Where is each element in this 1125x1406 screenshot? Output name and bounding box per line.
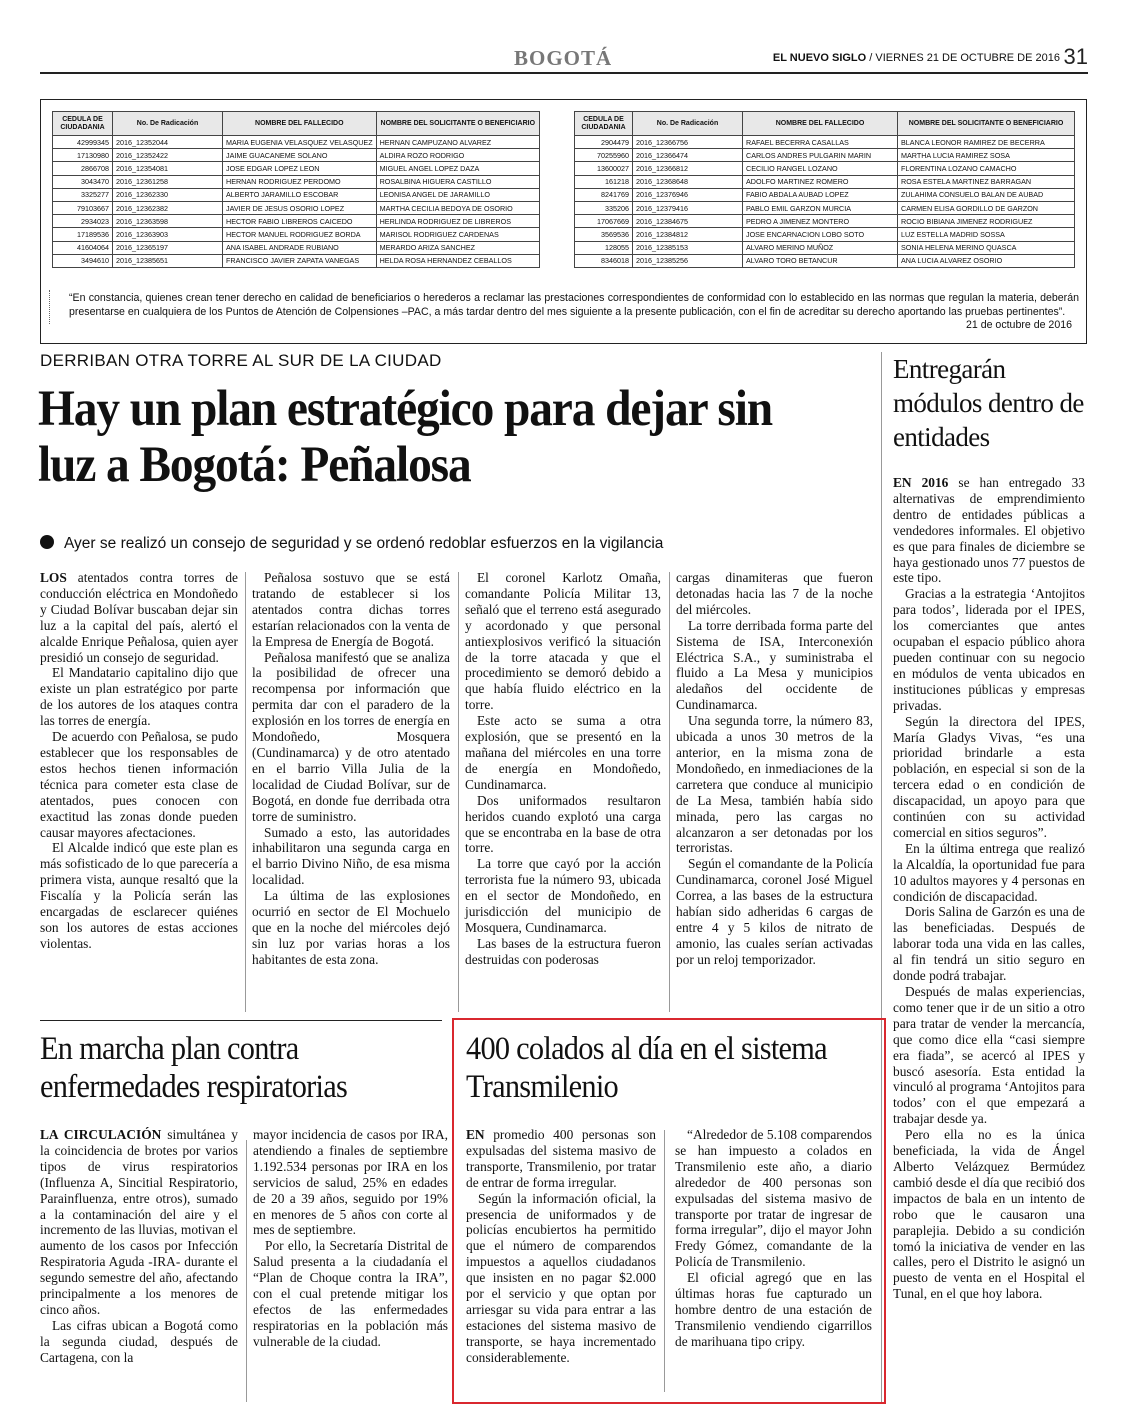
notice-side-mark [49,290,52,324]
column-divider [669,572,670,1012]
paragraph: Las bases de la estructura fueron destruidas con poderosas [465,935,661,967]
bullet-icon [40,535,54,549]
respiratory-column-1 [40,1127,238,1366]
respiratory-headline: En marcha plan contra enfermedades respiratorias [40,1031,348,1105]
cell-radicacion: 2016_12362382 [113,201,223,214]
paragraph: La última de las explosiones ocurrió en sector de El Mochuelo que en la noche del miércoles dejó sin luz por varias horas a los habitantes de esta zona. [252,888,450,967]
paragraph: El Alcalde indicó que este plan es más sofisticado de lo que parecería a primera vista, aunque resaltó que la Fiscalía y la Policía serán las encargadas de esclarecer quiénes son los autores de estas acciones violentas. [40,840,238,951]
col-header-cedula: CEDULA DE CIUDADANIA [53,112,113,136]
col-header-fallecido: NOMBRE DEL FALLECIDO [743,112,898,136]
table-row [53,149,540,162]
cell-fallecido: ALBERTO JARAMILLO ESCOBAR [223,188,377,201]
cell-solicitante: MERARDO ARIZA SANCHEZ [376,241,539,254]
lead-word: EN [466,1127,485,1142]
col-header-fallecido: NOMBRE DEL FALLECIDO [223,112,377,136]
cell-cedula: 17130980 [53,149,113,162]
cell-radicacion: 2016_12363598 [113,215,223,228]
cell-solicitante: CARMEN ELISA GORDILLO DE GARZON [898,201,1075,214]
cell-radicacion: 2016_12354081 [113,162,223,175]
cell-fallecido: CECILIO RANGEL LOZANO [743,162,898,175]
column-divider [246,1140,247,1402]
publication-name: EL NUEVO SIGLO [772,52,867,64]
subhead-text: Ayer se realizó un consejo de seguridad y se ordenó redoblar esfuerzos en la vigilancia [64,535,664,552]
column-divider [458,572,459,1012]
paragraph: “Alrededor de 5.108 comparendos se han impuesto a colados en Transmilenio este año, a diario alrededor de 400 personas son expulsadas del sistema masivo de transporte por tratar de ingresar de forma irregular”, dijo el mayor John Fredy Gómez, comandante de la Policía de Transmilenio. [675,1127,872,1270]
table-row [53,228,540,241]
cell-radicacion: 2016_12385256 [633,254,743,267]
table-row [53,188,540,201]
paragraph: Una segunda torre, la número 83, ubicada a unos 30 metros de la anterior, en la misma zona de Mondoñedo, en inmediaciones de la carretera que conduce al municipio de La Mesa, también había sido minada, pero las cargas no alcanzaron a ser detonadas por los terroristas. [676,713,873,856]
table-row [575,175,1075,188]
side-headline: Entregarán módulos dentro de entidades [893,354,1084,452]
paragraph: EN 2016 se han entregado 33 alternativas de emprendimiento dentro de entidades públicas a vendedores informales. El objetivo es que para finales de diciembre se haya gestionado unos 77 puestos de este tipo. [893,475,1085,586]
cell-cedula: 2934023 [53,215,113,228]
cell-fallecido: ADOLFO MARTINEZ ROMERO [743,175,898,188]
publication-date: / VIERNES 21 DE OCTUBRE DE 2016 [866,52,1060,64]
cell-radicacion: 2016_12352422 [113,149,223,162]
paragraph: Dos uniformados resultaron heridos cuando explotó una carga que se encontraba en la base de otra torre. [465,792,661,856]
cell-solicitante: MARTHA CECILIA BEDOYA DE OSORIO [376,201,539,214]
table-row [575,162,1075,175]
cell-fallecido: HERNAN RODRIGUEZ PERDOMO [223,175,377,188]
cell-fallecido: RAFAEL BECERRA CASALLAS [743,136,898,149]
cell-solicitante: SONIA HELENA MERINO QUASCA [898,241,1075,254]
cell-cedula: 2866708 [53,162,113,175]
paragraph: El coronel Karlotz Omaña, comandante Policía Militar 13, señaló que el terreno está asegurado y acordonado y que personal antiexplosivos verificó la situación de la torre atacada y que el procedimiento se demoró debido a que había fluido eléctrico en la torre. [465,570,661,713]
cell-cedula: 3043470 [53,175,113,188]
main-column-3 [465,570,661,968]
cell-fallecido: HECTOR FABIO LIBREROS CAICEDO [223,215,377,228]
paragraph: Según la información oficial, la presencia de uniformados y de policías encubiertos ha permitido que el número de comparendos impuestos a aquellos ciudadanos que insisten en no pagar $2.000 por el servicio y que optan por arriesgar su vida para entrar a las estaciones del sistema masivo de transporte, se haya incrementado considerablemente. [466,1190,656,1365]
cell-cedula: 79103667 [53,201,113,214]
side-column [893,475,1085,1302]
notice-table-right [574,111,1075,268]
section-name: BOGOTÁ [514,46,613,70]
table-row [575,149,1075,162]
article-headline: Hay un plan estratégico para dejar sin luz a Bogotá: Peñalosa [38,381,773,493]
cell-solicitante: BLANCA LEONOR RAMIREZ DE BECERRA [898,136,1075,149]
cell-cedula: 128055 [575,241,633,254]
cell-solicitante: ZULAHIMA CONSUELO BALAN DE AUBAD [898,188,1075,201]
cell-fallecido: PABLO EMIL GARZON MURCIA [743,201,898,214]
cell-solicitante: LUZ ESTELLA MADRID SOSSA [898,228,1075,241]
cell-radicacion: 2016_12379416 [633,201,743,214]
cell-radicacion: 2016_12366474 [633,149,743,162]
main-column-2 [252,570,450,968]
table-row [575,254,1075,267]
notice-table-header [575,112,1075,136]
cell-fallecido: JAIME GUACANEME SOLANO [223,149,377,162]
paragraph: Las cifras ubican a Bogotá como la segunda ciudad, después de Cartagena, con la [40,1317,238,1365]
cell-solicitante: ALDIRA ROZO RODRIGO [376,149,539,162]
cell-cedula: 70255960 [575,149,633,162]
cell-solicitante: HELDA ROSA HERNANDEZ CEBALLOS [376,254,539,267]
cell-solicitante: ANA LUCIA ALVAREZ OSORIO [898,254,1075,267]
cell-fallecido: JAVIER DE JESUS OSORIO LOPEZ [223,201,377,214]
cell-radicacion: 2016_12362330 [113,188,223,201]
paragraph: Sumado a esto, las autoridades inhabilitaron una segunda carga en el barrio Divino Niño, de esa misma localidad. [252,824,450,888]
cell-fallecido: JOSE ENCARNACION LOBO SOTO [743,228,898,241]
cell-radicacion: 2016_12384812 [633,228,743,241]
paragraph: LOS atentados contra torres de conducción eléctrica en Mondoñedo y Ciudad Bolívar buscaban dejar sin luz a la capital del país, alertó el alcalde Enrique Peñalosa, quien ayer presidió un consejo de seguridad. [40,570,238,665]
cell-solicitante: HERNAN CAMPUZANO ALVAREZ [376,136,539,149]
col-header-radicacion: No. De Radicación [113,112,223,136]
cell-cedula: 161218 [575,175,633,188]
publication-line [773,52,1060,64]
paragraph: Pero ella no es la única beneficiada, la vida de Ángel Alberto Velázquez Bermúdez cambió desde el día que recibió dos impactos de bala en un intento de robo que le causaron una paraplejia. Debido a su condición tomó la iniciativa de vender en las calles, pero el Distrito le asignó un puesto de venta en el Hospital el Tunal, en el que hoy labora. [893,1127,1085,1302]
cell-radicacion: 2016_12384675 [633,215,743,228]
paragraph: La torre derribada forma parte del Sistema de ISA, Interconexión Eléctrica S.A., y suministraba el fluido a La Mesa y municipios aledaños del occidente de Cundinamarca. [676,617,873,713]
cell-fallecido: MARIA EUGENIA VELASQUEZ VELASQUEZ [223,136,377,149]
table-row [575,215,1075,228]
cell-fallecido: ALVARO TORO BETANCUR [743,254,898,267]
notice-table-left [52,111,540,268]
transmilenio-column-2 [675,1127,872,1350]
cell-cedula: 335206 [575,201,633,214]
cell-cedula: 17067669 [575,215,633,228]
page-number: 31 [1063,44,1088,69]
table-row [53,136,540,149]
paragraph: El Mandatario capitalino dijo que existe un plan estratégico por parte de los autores de los ataques contra las torres de energía. [40,665,238,729]
cell-solicitante: LEONISA ANGEL DE JARAMILLO [376,188,539,201]
cell-fallecido: HECTOR MANUEL RODRIGUEZ BORDA [223,228,377,241]
col-header-radicacion: No. De Radicación [633,112,743,136]
lead-word: LA CIRCULACIÓN [40,1127,162,1142]
cell-solicitante: MARISOL RODRIGUEZ CARDENAS [376,228,539,241]
paragraph: Por ello, la Secretaría Distrital de Salud presenta a la ciudadanía el “Plan de Choque contra la IRA”, con el cual pretende mitigar los efectos de las enfermedades respiratorias en la población más vulnerable de la ciudad. [253,1238,448,1349]
transmilenio-column-1 [466,1127,656,1366]
cell-cedula: 8241769 [575,188,633,201]
cell-radicacion: 2016_12361258 [113,175,223,188]
col-header-cedula: CEDULA DE CIUDADANIA [575,112,633,136]
masthead [40,44,1088,74]
cell-radicacion: 2016_12366812 [633,162,743,175]
cell-radicacion: 2016_12352044 [113,136,223,149]
paragraph: El oficial agregó que en las últimas horas fue capturado un hombre dentro de una estación de Transmilenio vendiendo cigarrillos de marihuana tipo cripy. [675,1270,872,1349]
cell-solicitante: ROCIO BIBIANA JIMENEZ RODRIGUEZ [898,215,1075,228]
cell-radicacion: 2016_12368648 [633,175,743,188]
cell-cedula: 17189536 [53,228,113,241]
paragraph: EN promedio 400 personas son expulsadas del sistema masivo de transporte, Transmilenio, por tratar de entrar de forma irregular. [466,1127,656,1190]
notice-table-header [53,112,540,136]
main-column-4 [676,570,873,968]
cell-fallecido: FABIO ABDALA AUBAD LOPEZ [743,188,898,201]
paragraph: Peñalosa manifestó que se analiza la posibilidad de ofrecer una recompensa por información que permita dar con el paradero de la explosión en los torres de energía en Mondoñedo, Mosquera (Cundinamarca) y de otro atentado en el barrio Villa Julia de la localidad de Ciudad Bolívar, sur de Bogotá, en donde fue derribada otra torre de suministro. [252,649,450,824]
paragraph: Peñalosa sostuvo que se está tratando de establecer si los atentados contra dichas torres estarían relacionados con la venta de la Empresa de Energía de Bogotá. [252,570,450,649]
col-header-solicitante: NOMBRE DEL SOLICITANTE O BENEFICIARIO [376,112,539,136]
respiratory-column-2 [253,1127,448,1350]
cell-cedula: 3569536 [575,228,633,241]
cell-solicitante: MIGUEL ANGEL LOPEZ DAZA [376,162,539,175]
cell-fallecido: ANA ISABEL ANDRADE RUBIANO [223,241,377,254]
paragraph: Este acto se suma a otra explosión, que se presentó en la mañana del miércoles en una torre de energía en Mondoñedo, Cundinamarca. [465,713,661,792]
table-row [53,175,540,188]
table-row [575,188,1075,201]
table-row [53,241,540,254]
paragraph: cargas dinamiteras que fueron detonadas hacia las 7 de la noche del miércoles. [676,570,873,617]
column-divider [245,572,246,1012]
cell-radicacion: 2016_12366756 [633,136,743,149]
lead-word: EN 2016 [893,475,949,490]
cell-cedula: 41604064 [53,241,113,254]
lead-word: LOS [40,570,67,585]
cell-radicacion: 2016_12376946 [633,188,743,201]
table-row [575,136,1075,149]
cell-fallecido: ALVARO MERINO MUÑOZ [743,241,898,254]
cell-solicitante: MARTHA LUCIA RAMIREZ SOSA [898,149,1075,162]
table-row [53,215,540,228]
cell-cedula: 42999345 [53,136,113,149]
cell-radicacion: 2016_12385153 [633,241,743,254]
article-subhead [40,535,663,553]
table-row [53,162,540,175]
table-row [575,241,1075,254]
main-column-1 [40,570,238,952]
paragraph: Después de malas experiencias, como tener que ir de un sitio a otro para tratar de vender la mercancía, que como dice ella “casi siempre era fiada”, se acercó al IPES y buscó asesoría. Esta entidad la vinculó al programa ‘Antojitos para todos’ con el que empezará a trabajar desde ya. [893,984,1085,1127]
cell-cedula: 3325277 [53,188,113,201]
cell-fallecido: FRANCISCO JAVIER ZAPATA VANEGAS [223,254,377,267]
table-row [575,201,1075,214]
paragraph: En la última entrega que realizó la Alcaldía, la oportunidad fue para 10 adultos mayores y 4 personas en condición de discapacidad. [893,840,1085,904]
cell-fallecido: CARLOS ANDRES PULGARIN MARIN [743,149,898,162]
cell-fallecido: PEDRO A JIMENEZ MONTERO [743,215,898,228]
paragraph: Doris Salina de Garzón es una de las beneficiadas. Después de laborar toda una vida en las calles, al fin tendrá un sitio seguro en donde podrá trabajar. [893,904,1085,984]
cell-cedula: 3494610 [53,254,113,267]
cell-cedula: 2904479 [575,136,633,149]
cell-solicitante: FLORENTINA LOZANO CAMACHO [898,162,1075,175]
cell-radicacion: 2016_12365197 [113,241,223,254]
notice-date: 21 de octubre de 2016 [965,319,1072,331]
paragraph: La torre que cayó por la acción terrorista fue la número 93, ubicada en el sector de Mondoñedo, en jurisdicción del municipio de Mosquera, Cundinamarca. [465,856,661,935]
cell-radicacion: 2016_12363903 [113,228,223,241]
cell-radicacion: 2016_12385651 [113,254,223,267]
cell-solicitante: ROSA ESTELA MARTINEZ BARRAGAN [898,175,1075,188]
cell-cedula: 8346018 [575,254,633,267]
table-row [53,201,540,214]
cell-solicitante: ROSALBINA HIGUERA CASTILLO [376,175,539,188]
table-row [53,254,540,267]
col-header-solicitante: NOMBRE DEL SOLICITANTE O BENEFICIARIO [898,112,1075,136]
cell-solicitante: HERLINDA RODRIGUEZ DE LIBREROS [376,215,539,228]
paragraph: mayor incidencia de casos por IRA, atendiendo a finales de septiembre 1.192.534 personas por IRA en los servicios de salud, 25% en edades de 20 a 39 años, seguido por 19% en menores de 5 años con corte al mes de septiembre. [253,1127,448,1238]
table-row [575,228,1075,241]
paragraph: De acuerdo con Peñalosa, se pudo establecer que los responsables de estos hechos tienen información técnica para cometer esta clase de atentados, pues conocen con exactitud las zonas donde pueden causar mayores afectaciones. [40,729,238,840]
colpensiones-notice [40,99,1087,344]
notice-text: “En constancia, quienes crean tener derecho en calidad de beneficiarios o herederos a reclamar las prestaciones correspondientes de conformidad con lo establecido en las normas que regulan la materia, deberán presentarse en cualquiera de los Puntos de Atención de Colpensiones –PAC, a más tardar dentro del mes siguiente a la presente publicación, con el fin de acreditar su derecho aportando las pruebas pertinentes”. [69,292,1079,318]
paragraph: Según el comandante de la Policía Cundinamarca, coronel José Miguel Correa, a las bases de la estructura habían sido adheridas 6 cargas de entre 4 y 5 kilos de nitrato de amonio, las cuales serían activadas por un reloj temporizador. [676,856,873,967]
section-rule [40,1020,442,1021]
paragraph: Gracias a la estrategia ‘Antojitos para todos’, liderada por el IPES, los comerciantes que antes ocupaban el espacio público ahora pueden continuar con su negocio en módulos de venta ubicados en instituciones públicas y empresas privadas. [893,586,1085,713]
paragraph: Según la directora del IPES, María Gladys Vivas, “es una prioridad brindarle a esta población, en especial si son de la tercera edad o en condición de discapacidad, un apoyo para que continúen con su actividad comercial en sitios seguros”. [893,713,1085,840]
cell-cedula: 13600027 [575,162,633,175]
transmilenio-headline: 400 colados al día en el sistema Transmilenio [466,1031,827,1105]
article-kicker: DERRIBAN OTRA TORRE AL SUR DE LA CIUDAD [40,351,442,370]
cell-fallecido: JOSE EDGAR LOPEZ LEON [223,162,377,175]
paragraph: LA CIRCULACIÓN simultánea y la coincidencia de brotes por varios tipos de virus respiratorios (Influenza A, Sincitial Respiratorio, Parainfluenza, entre otros), sumado a la contaminación del aire y el incremento de las lluvias, motivan el aumento de los casos por Infección Respiratoria Aguda -IRA- durante el segundo semestre del año, afectando principalmente a los menores de cinco años. [40,1127,238,1317]
